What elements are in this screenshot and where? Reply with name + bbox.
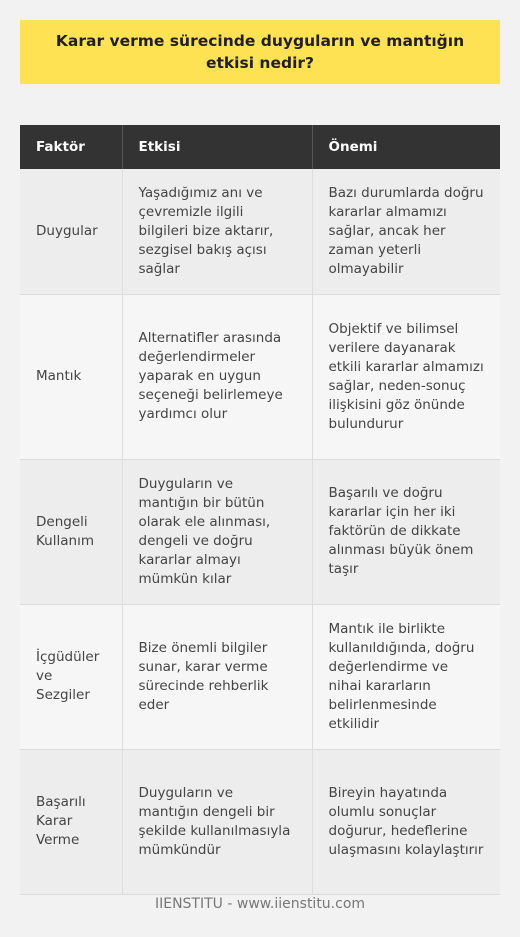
cell-etkisi: Duyguların ve mantığın dengeli bir şekilde kullanılmasıyla mümkündür — [122, 749, 312, 894]
table-row — [20, 604, 500, 749]
cell-onemi: Başarılı ve doğru kararlar için her iki faktörün de dikkate alınması büyük önem taşır — [312, 459, 500, 604]
cell-etkisi: Alternatifler arasında değerlendirmeler yaparak en uygun seçeneği belirlemeye yardımcı olur — [122, 294, 312, 459]
table-row — [20, 294, 500, 459]
cell-faktor: Mantık — [20, 294, 122, 459]
footer-credit: IIENSTITU - www.iienstitu.com — [154, 896, 366, 912]
page-title: Karar verme sürecinde duyguların ve mantığın etkisi nedir? — [20, 20, 500, 84]
cell-onemi: Mantık ile birlikte kullanıldığında, doğru değerlendirme ve nihai kararların belirlenmesinde etkilidir — [312, 604, 500, 749]
column-header-faktor: Faktör — [20, 125, 122, 169]
cell-etkisi: Bize önemli bilgiler sunar, karar verme sürecinde rehberlik eder — [122, 604, 312, 749]
table-row — [20, 749, 500, 894]
comparison-table — [20, 125, 500, 895]
cell-etkisi: Duyguların ve mantığın bir bütün olarak ele alınması, dengeli ve doğru kararlar almayı mümkün kılar — [122, 459, 312, 604]
table-header-row — [20, 125, 500, 169]
column-header-etkisi: Etkisi — [122, 125, 312, 169]
table-row — [20, 459, 500, 604]
cell-faktor: Duygular — [20, 169, 122, 294]
cell-etkisi: Yaşadığımız anı ve çevremizle ilgili bilgileri bize aktarır, sezgisel bakış açısı sağlar — [122, 169, 312, 294]
cell-faktor: Dengeli Kullanım — [20, 459, 122, 604]
cell-onemi: Bazı durumlarda doğru kararlar almamızı sağlar, ancak her zaman yeterli olmayabilir — [312, 169, 500, 294]
cell-onemi: Bireyin hayatında olumlu sonuçlar doğurur, hedeflerine ulaşmasını kolaylaştırır — [312, 749, 500, 894]
column-header-onemi: Önemi — [312, 125, 500, 169]
cell-onemi: Objektif ve bilimsel verilere dayanarak etkili kararlar almamızı sağlar, neden-sonuç ilişkisini göz önünde bulundurur — [312, 294, 500, 459]
table-row — [20, 169, 500, 294]
cell-faktor: Başarılı Karar Verme — [20, 749, 122, 894]
cell-faktor: İçgüdüler ve Sezgiler — [20, 604, 122, 749]
